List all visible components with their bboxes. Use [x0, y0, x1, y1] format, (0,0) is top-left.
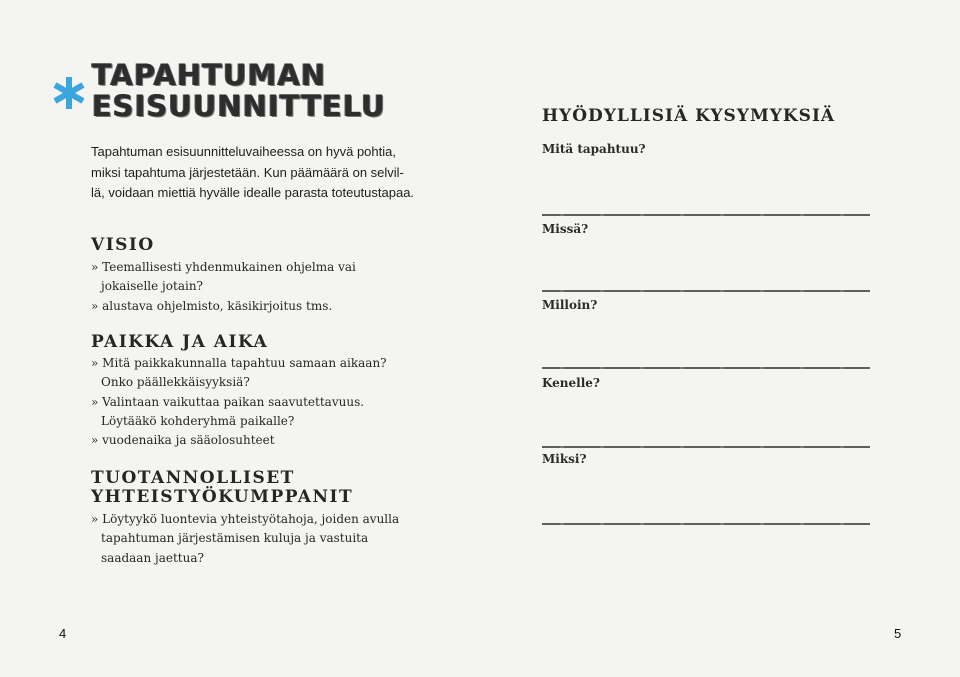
questions-heading: HYÖDYLLISIÄ KYSYMYKSIÄ: [542, 106, 836, 126]
intro-line: Tapahtuman esisuunnitteluvaiheessa on hyvä pohtia,: [91, 144, 396, 159]
list-item: » Mitä paikkakunnalla tapahtuu samaan aikaan? Onko päällekkäisyyksiä?: [91, 356, 387, 390]
question-label: Mitä tapahtuu?: [542, 142, 646, 156]
intro-line: miksi tapahtuma järjestetään. Kun päämäärä on selvil-: [91, 164, 404, 180]
page-number-left: 4: [59, 626, 67, 641]
list-item: » alustava ohjelmisto, käsikirjoitus tms.: [91, 298, 333, 313]
list-item: » vuodenaika ja sääolosuhteet: [91, 433, 275, 448]
intro-paragraph: [91, 142, 451, 204]
list-visio: [91, 258, 471, 316]
section-heading-visio: VISIO: [91, 235, 155, 255]
section-heading-paikka-ja-aika: PAIKKA JA AIKA: [91, 332, 269, 352]
list-tuotannolliset: [91, 510, 471, 568]
question-label: Missä?: [542, 222, 589, 236]
question-label: Milloin?: [542, 298, 598, 312]
answer-line: [542, 214, 870, 216]
title-line: ESISUUNNITTELU: [92, 89, 386, 123]
question-label: Kenelle?: [542, 376, 600, 390]
asterisk-icon: [52, 76, 86, 110]
right-page: [480, 0, 960, 677]
list-item: » Valintaan vaikuttaa paikan saavutettavuus. Löytääkö kohderyhmä paikalle?: [91, 394, 365, 428]
answer-line: [542, 290, 870, 292]
list-item: » Löytyykö luontevia yhteistyötahoja, joiden avulla tapahtuman järjestämisen kuluja ja vastuita saadaan jaettua?: [91, 512, 400, 565]
list-item: » Teemallisesti yhdenmukainen ohjelma vai jokaiselle jotain?: [91, 260, 356, 294]
answer-line: [542, 367, 870, 369]
list-paikka-ja-aika: [91, 354, 471, 450]
title-line: TAPAHTUMAN: [92, 58, 327, 92]
section-heading-tuotannolliset: TUOTANNOLLISET YHTEISTYÖKUMPPANIT: [91, 468, 354, 507]
answer-line: [542, 446, 870, 448]
intro-line: lä, voidaan miettiä hyvälle idealle parasta toteutustapaa.: [91, 185, 415, 200]
answer-line: [542, 523, 870, 525]
page-number-right: 5: [894, 626, 902, 641]
question-label: Miksi?: [542, 452, 587, 466]
page-title: [92, 60, 386, 122]
